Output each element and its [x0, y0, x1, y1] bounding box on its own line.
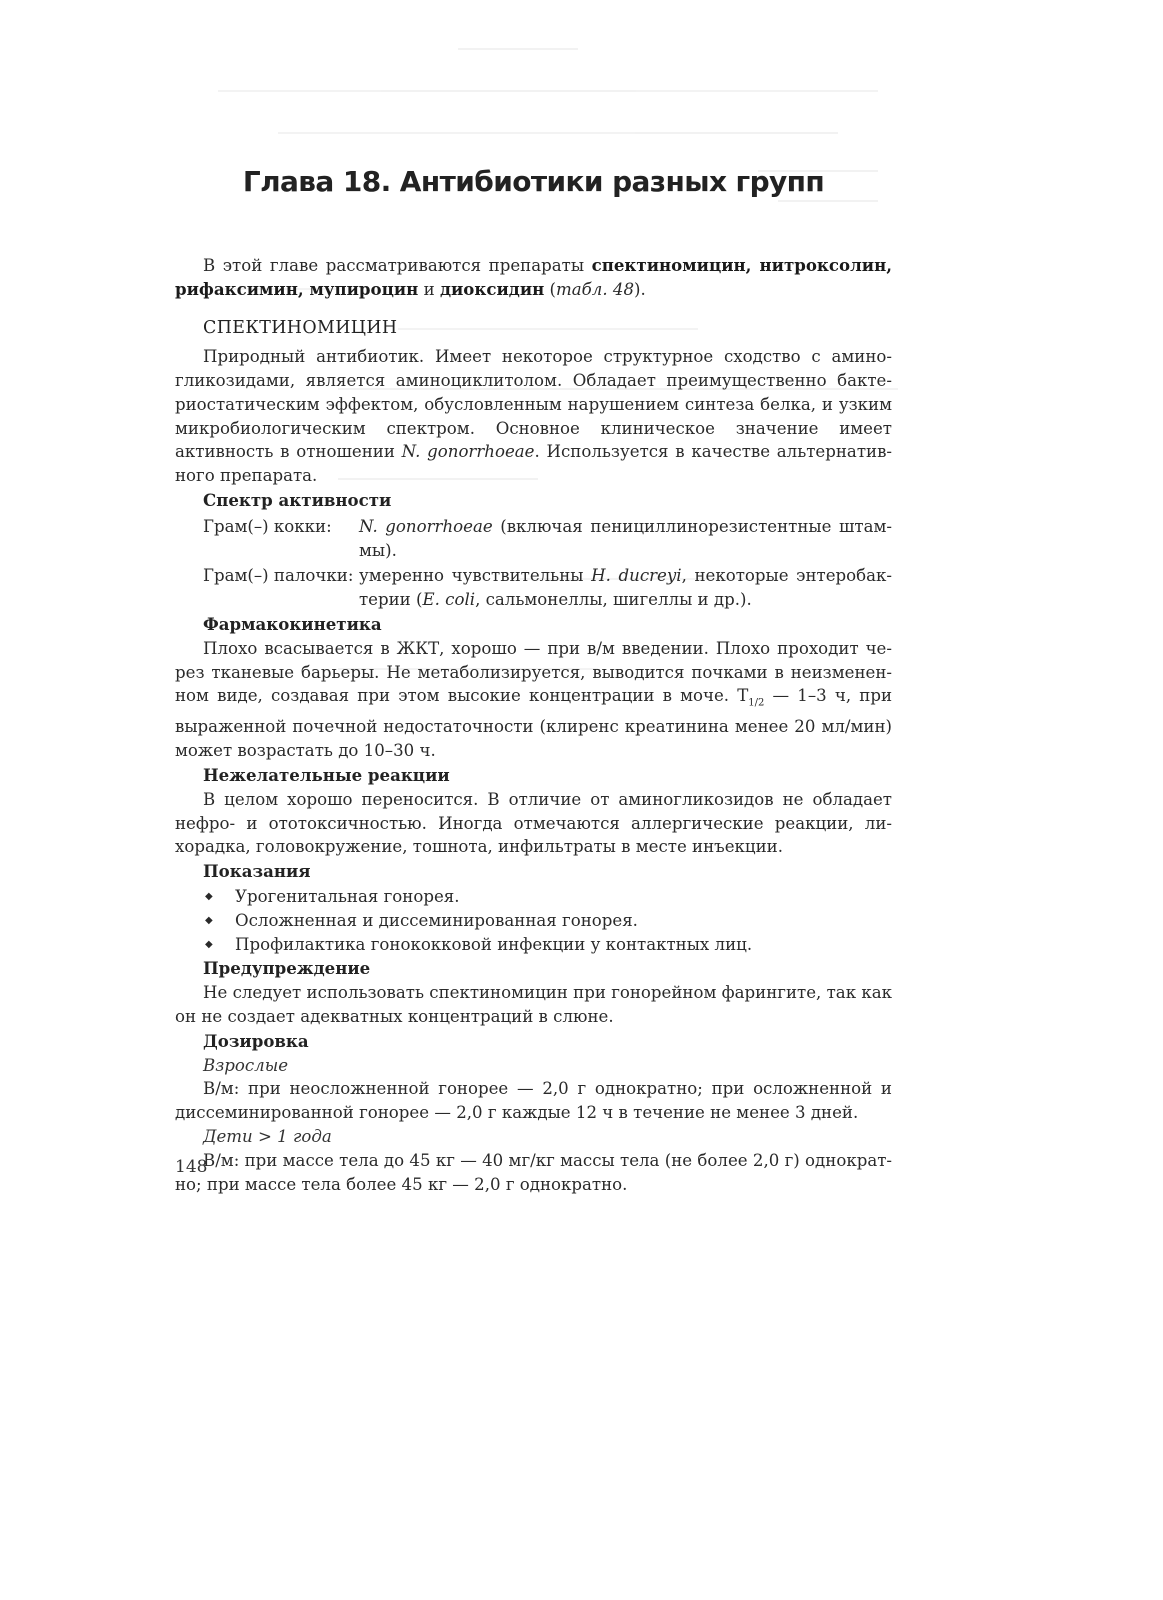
warning-heading: Предупреждение	[203, 958, 371, 979]
diamond-bullet-icon: ◆	[205, 938, 213, 950]
spectrum-text: умеренно чувствительны	[359, 566, 592, 586]
intro-text: ).	[634, 279, 646, 299]
list-item-text: Урогенитальная гонорея.	[235, 887, 460, 907]
indications-heading: Показания	[203, 861, 311, 882]
list-item-text: Осложненная и диссеминированная гонорея.	[235, 910, 638, 930]
spectrum-text: , некоторые энтеробактерии (	[359, 566, 893, 610]
organism-name: E. coli	[422, 590, 476, 610]
intro-text: и	[418, 279, 440, 299]
spectrum-row-cocci	[175, 515, 892, 563]
indications-list	[175, 885, 892, 956]
pk-text: Плохо всасывается в ЖКТ, хорошо — при в/м введении. Плохо проходит через тканевые барьеры. Не метаболизируется, выводится почками в неизмененном виде, создавая при этом высокие концентрации в моче. T	[175, 638, 892, 706]
list-item	[175, 885, 892, 909]
spectrum-row-rods	[175, 564, 892, 612]
dosage-heading: Дозировка	[203, 1030, 309, 1051]
adverse-heading: Нежелательные реакции	[203, 765, 450, 786]
drug-description	[175, 345, 892, 488]
diamond-bullet-icon: ◆	[205, 914, 213, 926]
intro-drug-last: диоксидин	[439, 278, 545, 299]
list-item-text: Профилактика гонококковой инфекции у контактных лиц.	[235, 934, 753, 954]
dosage-adults-label: Взрослые	[203, 1055, 289, 1075]
spectrum-text: , сальмонеллы, шигеллы и др.).	[475, 590, 752, 610]
half-life-subscript: 1/2	[748, 697, 765, 709]
spectrum-value	[359, 564, 892, 612]
page-number: 148	[175, 1157, 208, 1177]
dosage-adults-text: В/м: при неосложненной гонорее — 2,0 г однократно; при осложненной и диссеминированной гонорее — 2,0 г каждые 12 ч в течение не менее 3 дней.	[175, 1079, 892, 1123]
description-text: Природный антибиотик. Имеет некоторое структурное сходство с аминогликозидами, является аминоциклитолом. Обладает преимущественно бактериостатическим эффектом, обусловленным нарушением синтеза белка, и узким микробиологическим спектром. Основное клиническое значение имеет активность в отношении	[175, 347, 892, 462]
intro-text: В этой главе рассматриваются препараты	[203, 255, 592, 275]
spectrum-label: Грам(–) палочки:	[203, 566, 354, 586]
table-reference: табл. 48	[556, 279, 635, 299]
section-title: СПЕКТИНОМИЦИН	[203, 318, 398, 339]
dosage-children-label: Дети > 1 года	[203, 1127, 332, 1146]
adverse-text: В целом хорошо переносится. В отличие от аминогликозидов не обладает нефро- и ототоксичностью. Иногда отмечаются аллергические реакции, лихорадка, головокружение, тошнота, инфильтраты в месте инъекции.	[175, 789, 892, 857]
intro-text: (	[544, 279, 557, 299]
pk-text: — 1–3 ч, при выраженной почечной недостаточности (клиренс креатинина менее 20 мл/мин) может возрастать до 10–30 ч.	[175, 686, 893, 761]
list-item	[175, 909, 892, 933]
diamond-bullet-icon: ◆	[205, 891, 213, 903]
dosage-children-text: В/м: при массе тела до 45 кг — 40 мг/кг массы тела (не более 2,0 г) однократно; при массе тела более 45 кг — 2,0 г однократно.	[175, 1150, 892, 1194]
page-content	[175, 160, 892, 1196]
spectrum-text: (включая пенициллинорезистентные штаммы).	[359, 516, 892, 560]
list-item	[175, 933, 892, 957]
chapter-title: Глава 18. Антибиотики разных групп	[242, 165, 825, 198]
pharmacokinetics-text	[175, 637, 892, 763]
spectrum-heading: Спектр активности	[203, 489, 392, 510]
description-text: . Используется в качестве альтернативного препарата.	[175, 442, 893, 486]
organism-name: N. gonorrhoeae	[401, 442, 535, 462]
intro-drug-list: спектиномицин, нитроксолин, рифаксимин, мупироцин	[175, 254, 892, 299]
spectrum-label: Грам(–) кокки:	[203, 516, 332, 536]
spectrum-value	[359, 515, 892, 563]
organism-name: N. gonorrhoeae	[359, 516, 493, 536]
warning-text: Не следует использовать спектиномицин при гонорейном фарингите, так как он не создает адекватных концентраций в слюне.	[175, 983, 892, 1027]
organism-name: H. ducreyi	[591, 566, 682, 586]
pharmacokinetics-heading: Фармакокинетика	[203, 613, 382, 634]
intro-paragraph	[175, 254, 892, 302]
